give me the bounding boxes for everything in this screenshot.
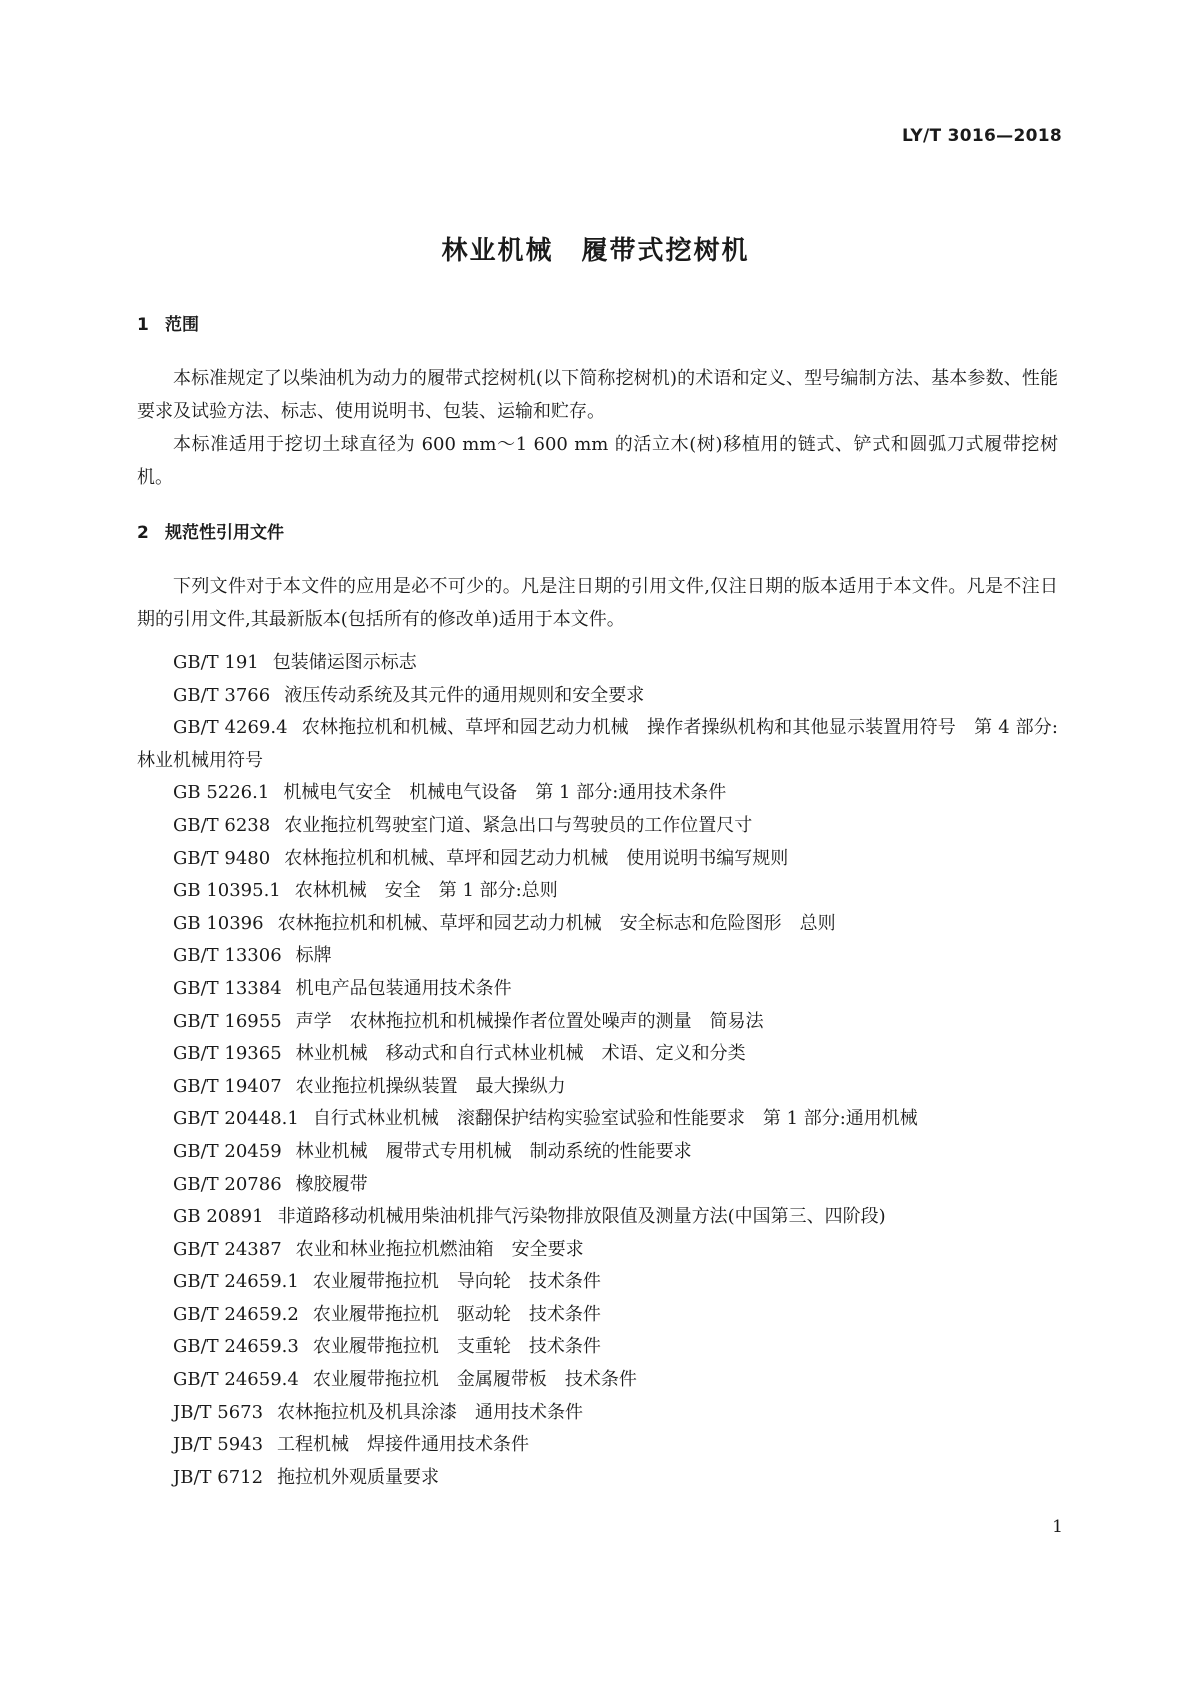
references-intro-paragraph: 下列文件对于本文件的应用是必不可少的。凡是注日期的引用文件,仅注日期的版本适用于本文件。凡是不注日期的引用文件,其最新版本(包括所有的修改单)适用于本文件。 (137, 576, 1058, 630)
document-title (0, 230, 1191, 267)
reference-title: 农林拖拉机和机械、草坪和园艺动力机械 操作者操纵机构和其他显示装置用符号 第 4 部分:林业机械用符号 (137, 717, 1058, 771)
reference-item (137, 1266, 1058, 1299)
reference-item (137, 1006, 1058, 1039)
reference-title: 农林拖拉机及机具涂漆 通用技术条件 (277, 1401, 584, 1423)
reference-code: GB/T 13384 (173, 977, 282, 999)
reference-item (137, 680, 1058, 713)
reference-title: 非道路移动机械用柴油机排气污染物排放限值及测量方法(中国第三、四阶段) (277, 1206, 886, 1228)
reference-code: GB 10396 (173, 912, 264, 934)
reference-item (137, 1136, 1058, 1169)
reference-code: GB/T 20448.1 (173, 1108, 299, 1130)
reference-item (137, 712, 1058, 777)
reference-code: GB/T 3766 (173, 684, 271, 706)
reference-code: GB/T 19365 (173, 1043, 282, 1065)
reference-code: GB/T 4269.4 (173, 717, 288, 739)
reference-item (137, 973, 1058, 1006)
reference-item (137, 1397, 1058, 1430)
reference-code: GB/T 24659.3 (173, 1336, 299, 1358)
reference-code: GB 5226.1 (173, 782, 270, 804)
reference-item (137, 843, 1058, 876)
reference-title: 农业履带拖拉机 导向轮 技术条件 (312, 1271, 601, 1293)
page-number: 1 (1052, 1517, 1063, 1537)
reference-code: GB/T 24659.1 (173, 1271, 299, 1293)
reference-title: 农业拖拉机驾驶室门道、紧急出口与驾驶员的工作位置尺寸 (284, 814, 753, 836)
reference-code: JB/T 6712 (173, 1466, 264, 1488)
document-title-part1: 林业机械 (441, 236, 554, 266)
reference-title: 农业履带拖拉机 驱动轮 技术条件 (312, 1303, 601, 1325)
reference-title: 机电产品包装通用技术条件 (295, 977, 512, 999)
reference-title: 农林机械 安全 第 1 部分:总则 (294, 880, 558, 902)
reference-item (137, 1299, 1058, 1332)
reference-title: 包装储运图示标志 (272, 652, 417, 673)
reference-code: GB/T 19407 (173, 1075, 282, 1097)
document-title-part2: 履带式挖树机 (581, 236, 750, 266)
reference-code: GB/T 24387 (173, 1238, 282, 1260)
reference-title: 自行式林业机械 滚翻保护结构实验室试验和性能要求 第 1 部分:通用机械 (312, 1108, 918, 1130)
standard-code: LY/T 3016—2018 (901, 126, 1062, 146)
reference-code: GB/T 191 (173, 652, 259, 673)
scope-paragraph-1: 本标准规定了以柴油机为动力的履带式挖树机(以下简称挖树机)的术语和定义、型号编制方法、基本参数、性能要求及试验方法、标志、使用说明书、包装、运输和贮存。 (137, 368, 1058, 422)
section-heading-scope (137, 310, 199, 335)
reference-title: 林业机械 移动式和自行式林业机械 术语、定义和分类 (295, 1043, 746, 1065)
reference-code: GB 10395.1 (173, 880, 281, 902)
reference-title: 农林拖拉机和机械、草坪和园艺动力机械 使用说明书编写规则 (284, 847, 789, 869)
reference-code: GB/T 20459 (173, 1140, 282, 1162)
reference-code: GB/T 20786 (173, 1173, 282, 1195)
reference-title: 橡胶履带 (295, 1173, 368, 1195)
reference-list (137, 647, 1058, 1494)
reference-title: 农业拖拉机操纵装置 最大操纵力 (295, 1075, 566, 1097)
reference-title: 拖拉机外观质量要求 (277, 1466, 440, 1488)
reference-code: GB/T 24659.4 (173, 1369, 299, 1391)
section-number: 2 (137, 523, 149, 543)
reference-item (137, 1462, 1058, 1495)
reference-code: GB/T 16955 (173, 1010, 282, 1032)
reference-item (137, 1331, 1058, 1364)
reference-title: 林业机械 履带式专用机械 制动系统的性能要求 (295, 1140, 692, 1162)
reference-item (137, 647, 1058, 680)
reference-item (137, 810, 1058, 843)
reference-item (137, 1103, 1058, 1136)
reference-code: GB 20891 (173, 1206, 264, 1228)
reference-title: 声学 农林拖拉机和机械操作者位置处噪声的测量 简易法 (295, 1010, 764, 1032)
reference-item (137, 1169, 1058, 1202)
reference-item (137, 908, 1058, 941)
section-heading-normative-references (137, 518, 284, 543)
reference-code: GB/T 13306 (173, 945, 282, 967)
reference-title: 农业履带拖拉机 支重轮 技术条件 (312, 1336, 601, 1358)
section-number: 1 (137, 315, 149, 335)
reference-item (137, 777, 1058, 810)
section-title: 范围 (165, 315, 199, 335)
reference-item (137, 1234, 1058, 1267)
reference-title: 农业履带拖拉机 金属履带板 技术条件 (312, 1369, 637, 1391)
reference-code: JB/T 5943 (173, 1434, 264, 1456)
reference-title: 机械电气安全 机械电气设备 第 1 部分:通用技术条件 (283, 782, 727, 804)
section-title: 规范性引用文件 (165, 523, 284, 543)
reference-item (137, 940, 1058, 973)
reference-title: 农业和林业拖拉机燃油箱 安全要求 (295, 1238, 584, 1260)
reference-item (137, 1038, 1058, 1071)
reference-code: JB/T 5673 (173, 1401, 264, 1423)
reference-title: 标牌 (295, 945, 332, 967)
reference-item (137, 1429, 1058, 1462)
reference-title: 液压传动系统及其元件的通用规则和安全要求 (284, 684, 645, 706)
reference-code: GB/T 6238 (173, 814, 271, 836)
reference-item (137, 1364, 1058, 1397)
reference-title: 农林拖拉机和机械、草坪和园艺动力机械 安全标志和危险图形 总则 (277, 912, 836, 934)
scope-paragraph-2: 本标准适用于挖切土球直径为 600 mm～1 600 mm 的活立木(树)移植用的链式、铲式和圆弧刀式履带挖树机。 (137, 434, 1058, 488)
reference-code: GB/T 24659.2 (173, 1303, 299, 1325)
reference-code: GB/T 9480 (173, 847, 271, 869)
reference-title: 工程机械 焊接件通用技术条件 (277, 1434, 530, 1456)
reference-item (137, 1201, 1058, 1234)
reference-item (137, 875, 1058, 908)
reference-item (137, 1071, 1058, 1104)
